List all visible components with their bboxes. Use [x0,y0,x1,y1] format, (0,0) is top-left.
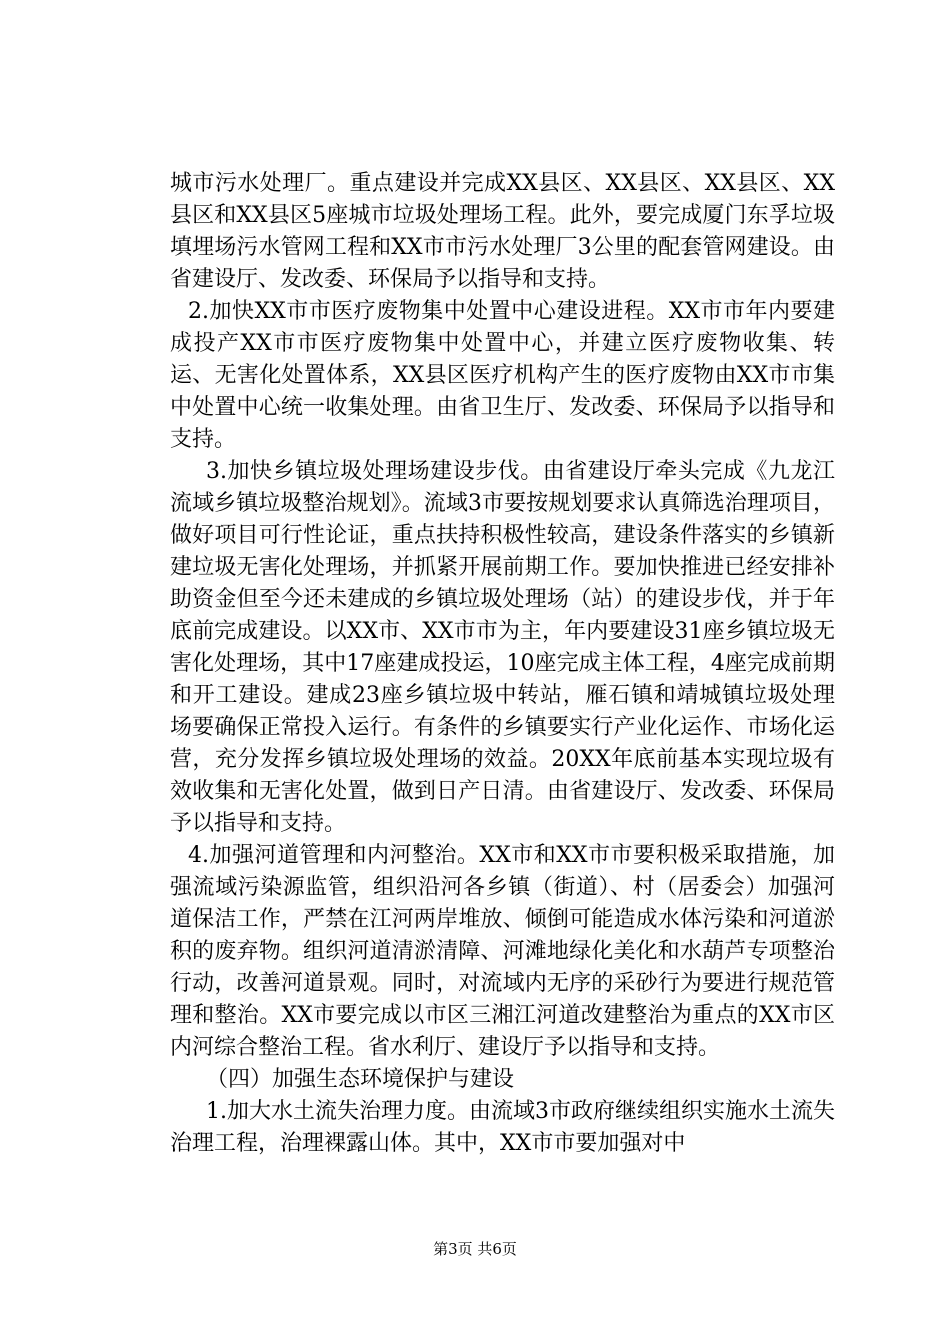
document-body [170,168,835,1160]
paragraph-township-garbage: 3.加快乡镇垃圾处理场建设步伐。由省建设厅牵头完成《九龙江流域乡镇垃圾整治规划》。流域3市要按规划要求认真筛选治理项目，做好项目可行性论证，重点扶持积极性较高，建设条件落实的乡镇新建垃圾无害化处理场，并抓紧开展前期工作。要加快推进已经安排补助资金但至今还未建成的乡镇垃圾处理场（站）的建设步伐，并于年底前完成建设。以XX市、XX市市为主，年内要建设31座乡镇垃圾无害化处理场，其中17座建成投运，10座完成主体工程，4座完成前期和开工建设。建成23座乡镇垃圾中转站，雁石镇和靖城镇垃圾处理场要确保正常投入运行。有条件的乡镇要实行产业化运作、市场化运营，充分发挥乡镇垃圾处理场的效益。20XX年底前基本实现垃圾有效收集和无害化处置，做到日产日清。由省建设厅、发改委、环保局予以指导和支持。 [170,459,835,836]
page-number: 第3页 共6页 [433,1240,517,1258]
paragraph-river-management: 4.加强河道管理和内河整治。XX市和XX市市要积极采取措施，加强流域污染源监管，组织沿河各乡镇（街道）、村（居委会）加强河道保洁工作，严禁在江河两岸堆放、倾倒可能造成水体污染和河道淤积的废弃物。组织河道清淤清障、河滩地绿化美化和水葫芦专项整治行动，改善河道景观。同时，对流域内无序的采砂行为要进行规范管理和整治。XX市要完成以市区三湘江河道改建整治为重点的XX市区内河综合整治工程。省水利厅、建设厅予以指导和支持。 [170,843,835,1060]
paragraph-soil-erosion: 1.加大水土流失治理力度。由流域3市政府继续组织实施水土流失治理工程，治理裸露山体。其中，XX市市要加强对中 [170,1099,835,1156]
paragraph-sewage-plant: 城市污水处理厂。重点建设并完成XX县区、XX县区、XX县区、XX县区和XX县区5座城市垃圾处理场工程。此外，要完成厦门东孚垃圾填埋场污水管网工程和XX市市污水处理厂3公里的配套管网建设。由省建设厅、发改委、环保局予以指导和支持。 [170,171,835,292]
paragraph-medical-waste: 2.加快XX市市医疗废物集中处置中心建设进程。XX市市年内要建成投产XX市市医疗废物集中处置中心，并建立医疗废物收集、转运、无害化处置体系，XX县区医疗机构产生的医疗废物由XX市市集中处置中心统一收集处理。由省卫生厅、发改委、环保局予以指导和支持。 [170,299,835,452]
section-heading-ecology: （四）加强生态环境保护与建设 [206,1067,515,1092]
